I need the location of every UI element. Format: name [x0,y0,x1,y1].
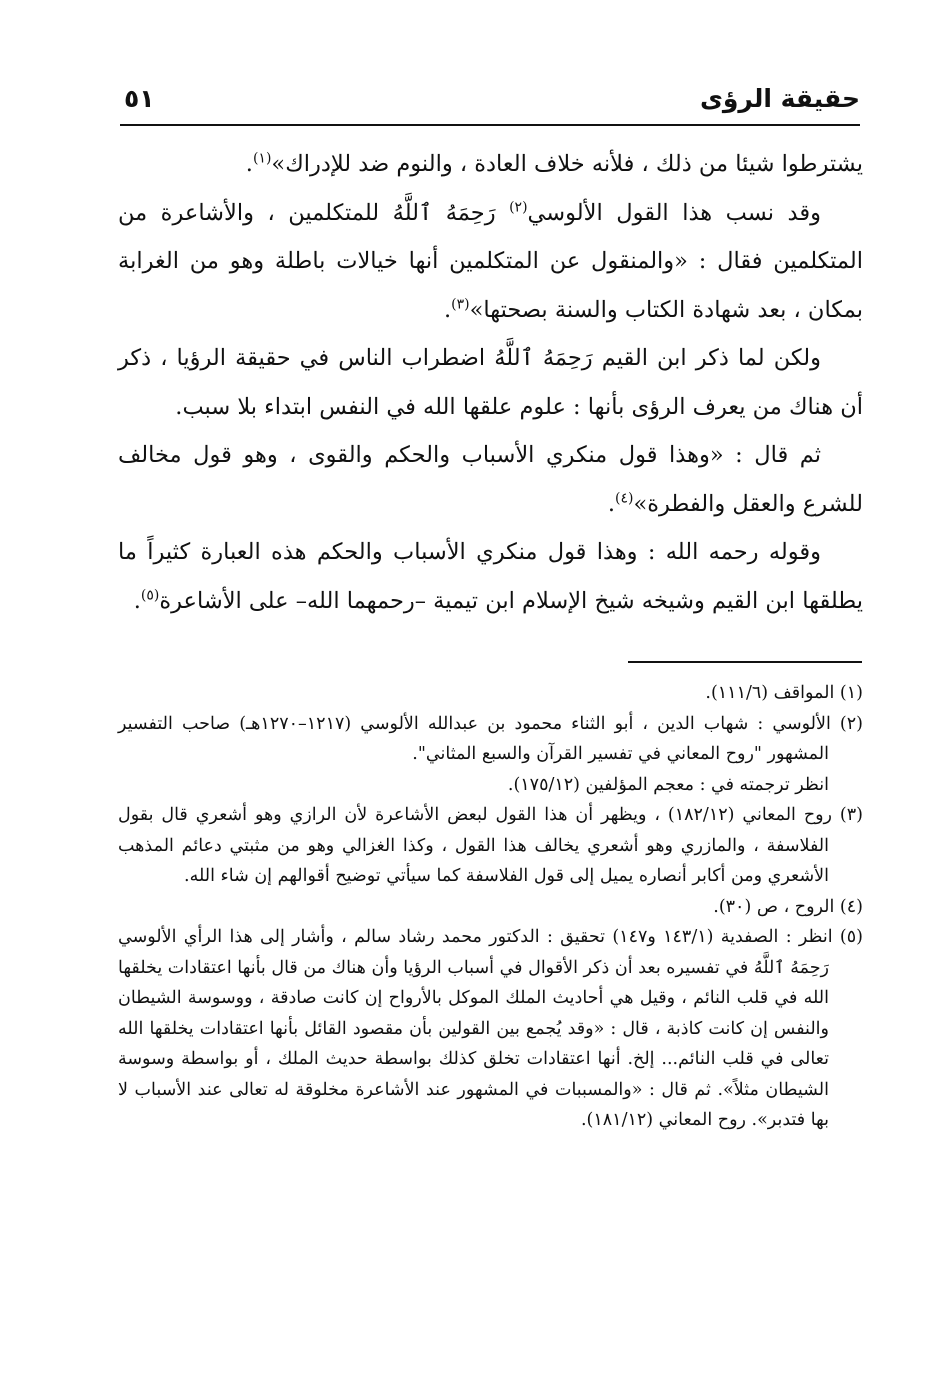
page-header [120,78,860,126]
paragraph-text: وقد نسب هذا القول الألوسي [527,199,821,226]
footnote-2-continuation: انظر ترجمته في : معجم المؤلفين (١٧٥/١٢). [507,774,829,795]
paragraph-5 [118,528,863,625]
footnote-3: (٣) روح المعاني (١٨٢/١٢) ، ويظهر أن هذا القول لبعض الأشاعرة لأن الرازي وهو أشعري قال بقول الفلاسفة ، والمازري وهو أشعري يخالف هذا القول ، وكذا الغزالي وهو من مثبتي دعائم المذهب الأشعري ومن أكابر أنصاره يميل إلى قول الفلاسفة كما سيأتي توضيح أقوالهم إن شاء الله. [118,805,863,886]
footnote-ref[interactable]: (٥) [140,587,160,603]
main-text [118,140,863,625]
paragraph-4 [118,431,863,528]
paragraph-end: . [133,587,141,614]
footnote-5: (٥) انظر : الصفدية (١٤٣/١ و١٤٧) تحقيق : الدكتور محمد رشاد سالم ، وأشار إلى هذا الرأي الألوسي رَحِمَهُ ٱللَّهُ في تفسيره بعد أن ذكر الأقوال في أسباب الرؤيا وأن هناك من قال بأنها اعتقادات يخلقها الله في قلب النائم ، وقيل هي أحاديث الملك الموكل بالأرواح إن كانت صادقة ، ووسوسة الشيطان والنفس إن كانت كاذبة ، قال : «وقد يُجمع بين القولين بأن مقصود القائل بأنها اعتقادات يخلقها الله تعالى في قلب النائم... إلخ. أنها اعتقادات تخلق كذلك بواسطة حديث الملك ، أو بواسطة وسوسة الشيطان مثلاً». ثم قال : «والمسببات في المشهور عند الأشاعرة مخلوقة له تعالى عند الأسباب لا بها فتدبر». روح المعاني (١٨١/١٢). [118,927,863,1130]
paragraph-text: ثم قال : «وهذا قول منكري الأسباب والحكم والقوى ، وهو قول مخالف للشرع والعقل والفطرة» [118,442,863,517]
page-number: ٥١ [124,84,155,113]
footnote-2: (٢) الألوسي : شهاب الدين ، أبو الثناء محمود بن عبدالله الألوسي (١٢١٧–١٢٧٠هـ) صاحب التفسير المشهور "روح المعاني في تفسير القرآن والسبع المثاني". [118,713,863,764]
paragraph-end: . [245,151,253,177]
paragraph-text: يشترطوا شيئا من ذلك ، فلأنه خلاف العادة ، والنوم ضد للإدراك» [271,151,863,177]
footnote-separator [628,661,862,663]
paragraph-1 [118,140,863,189]
footnote-4: (٤) الروح ، ص (٣٠). [713,896,863,917]
paragraph-2 [118,189,863,335]
paragraph-3: ولكن لما ذكر ابن القيم رَحِمَهُ ٱللَّهُ اضطراب الناس في حقيقة الرؤيا ، ذكر أن هناك من يعرف الرؤى بأنها : علوم علقها الله في النفس ابتداء بلا سبب. [118,345,863,420]
footnotes [118,678,863,1136]
footnote-ref[interactable]: (١) [252,150,272,167]
paragraph-end: . [607,490,615,517]
paragraph-text: رَحِمَهُ ٱللَّهُ للمتكلمين ، والأشاعرة من المتكلمين فقال : «والمنقول عن المتكلمين أنها خيالات باطلة وهو من الغرابة بمكان ، بعد شهادة الكتاب والسنة بصحتها» [118,199,863,323]
paragraph-end: . [443,296,452,323]
footnote-1: (١) المواقف (١١١/٦). [705,683,863,703]
footnote-ref[interactable]: (٤) [614,490,634,506]
footnote-ref[interactable]: (٣) [451,296,470,312]
footnote-ref[interactable]: (٢) [509,199,528,215]
running-title: حقيقة الرؤى [699,84,860,113]
paragraph-text: وقوله رحمه الله : وهذا قول منكري الأسباب والحكم هذه العبارة كثيراً ما يطلقها ابن القيم وشيخه شيخ الإسلام ابن تيمية –رحمهما الله– على الأشاعرة [118,539,863,614]
